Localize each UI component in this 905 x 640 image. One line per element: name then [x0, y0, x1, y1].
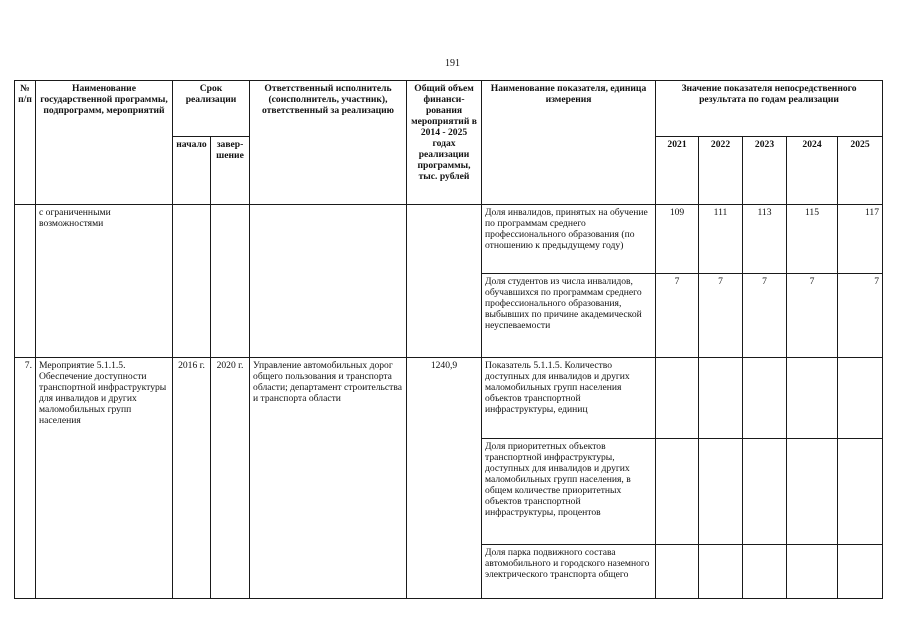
row-value: [838, 545, 883, 599]
row-num: 7.: [15, 358, 36, 599]
row-indicator: Доля приоритетных объектов транспортной инфраструктуры, доступных для инвалидов и других маломобильных групп населения, в общем количестве приоритетных объектов транспортной инфраструктуры, процентов: [482, 439, 656, 545]
header-year: 2024: [787, 137, 838, 205]
header-row: [15, 81, 883, 137]
row-indicator: Показатель 5.1.1.5. Количество доступных для инвалидов и других маломобильных групп населения объектов транспортной инфраструктуры, единиц: [482, 358, 656, 439]
page-number: 191: [445, 58, 460, 69]
row-value: [743, 439, 787, 545]
table-row: [15, 358, 883, 439]
row-value: [743, 545, 787, 599]
header-executor: Ответственный исполнитель (соисполнитель, участник), ответственный за реализацию: [250, 81, 407, 205]
row-value: 7: [743, 274, 787, 358]
row-start: [173, 205, 211, 358]
row-value: [838, 439, 883, 545]
header-program-name: Наименование государственной программы, подпрограмм, мероприятий: [36, 81, 173, 205]
header-year: 2023: [743, 137, 787, 205]
header-year: 2022: [699, 137, 743, 205]
header-year: 2021: [656, 137, 699, 205]
row-start: 2016 г.: [173, 358, 211, 599]
row-num: [15, 205, 36, 358]
page-bottom-edge: [0, 626, 905, 640]
row-value: [787, 439, 838, 545]
row-end: [211, 205, 250, 358]
row-value: [699, 545, 743, 599]
row-end: 2020 г.: [211, 358, 250, 599]
row-value: [656, 358, 699, 439]
header-term: Срок реализации: [173, 81, 250, 137]
row-volume: 1240,9: [407, 358, 482, 599]
header-term-end: завер-шение: [211, 137, 250, 205]
row-value: [656, 439, 699, 545]
header-volume: Общий объем финанси-рования мероприятий в 2014 - 2025 годах реализации программы, тыс. рублей: [407, 81, 482, 205]
row-program-name: с ограниченными возможностями: [36, 205, 173, 358]
row-value: [838, 358, 883, 439]
row-value: 7: [787, 274, 838, 358]
row-value: [787, 358, 838, 439]
row-indicator: Доля инвалидов, принятых на обучение по программам среднего профессионального образования (по отношению к предыдущему году): [482, 205, 656, 274]
row-value: [656, 545, 699, 599]
row-executor: Управление автомобильных дорог общего пользования и транспорта области; департамент строительства и транспорта области: [250, 358, 407, 599]
header-indicator-values: Значение показателя непосредственного результата по годам реализации: [656, 81, 883, 137]
row-value: 7: [699, 274, 743, 358]
table-row: [15, 205, 883, 274]
row-value: [699, 358, 743, 439]
header-term-start: начало: [173, 137, 211, 205]
row-value: 7: [656, 274, 699, 358]
row-indicator: Доля парка подвижного состава автомобильного и городского наземного электрического транспорта общего: [482, 545, 656, 599]
program-table: [14, 80, 883, 599]
header-indicator-name: Наименование показателя, единица измерения: [482, 81, 656, 205]
row-value: [787, 545, 838, 599]
row-value: 7: [838, 274, 883, 358]
row-value: 109: [656, 205, 699, 274]
row-value: 111: [699, 205, 743, 274]
row-executor: [250, 205, 407, 358]
row-value: [743, 358, 787, 439]
row-volume: [407, 205, 482, 358]
row-value: 115: [787, 205, 838, 274]
header-year: 2025: [838, 137, 883, 205]
header-num: № п/п: [15, 81, 36, 205]
row-value: [699, 439, 743, 545]
row-value: 113: [743, 205, 787, 274]
row-program-name: Мероприятие 5.1.1.5. Обеспечение доступности транспортной инфраструктуры для инвалидов и других маломобильных групп населения: [36, 358, 173, 599]
row-indicator: Доля студентов из числа инвалидов, обучавшихся по программам среднего профессионального образования, выбывших по причине академической неуспеваемости: [482, 274, 656, 358]
row-value: 117: [838, 205, 883, 274]
